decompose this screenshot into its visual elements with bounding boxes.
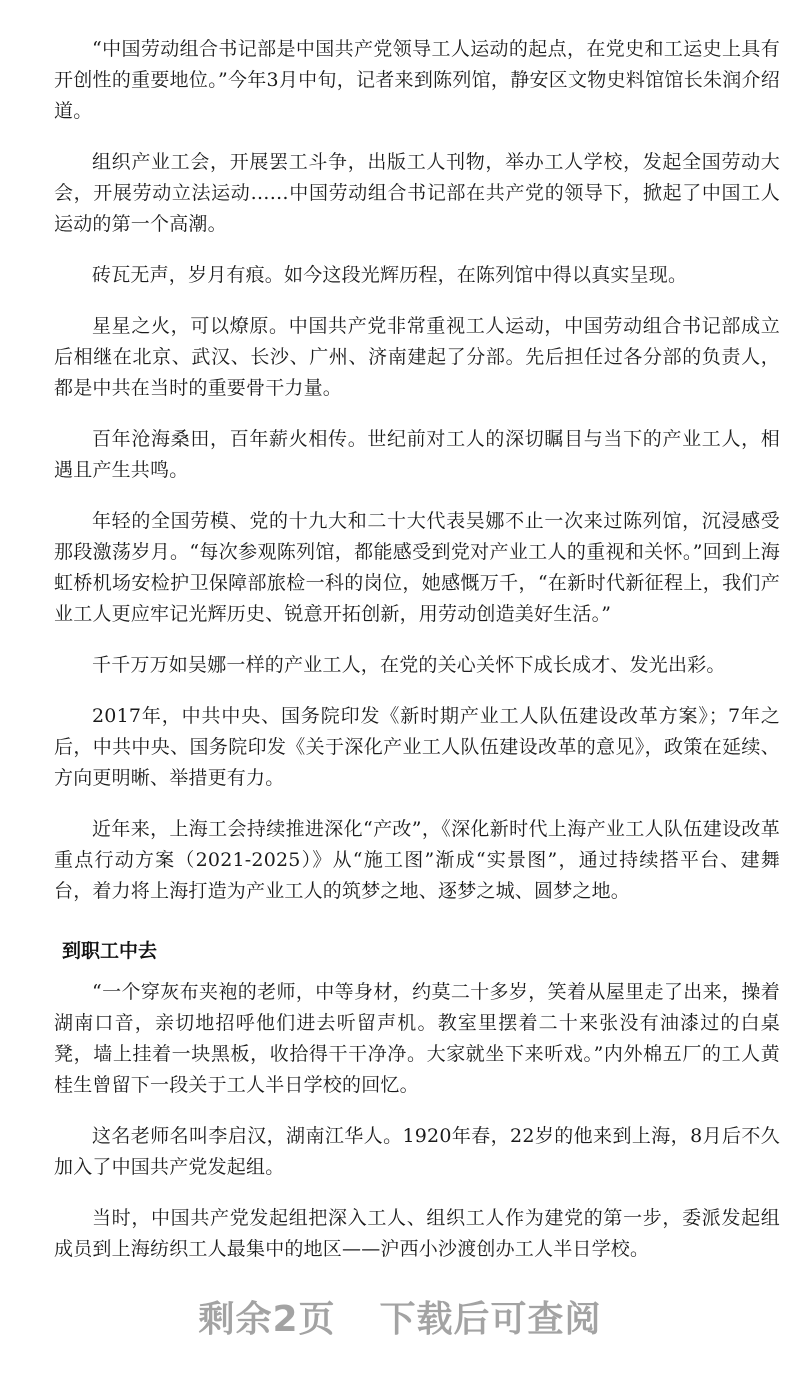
paragraph-resonance: 百年沧海桑田，百年薪火相传。世纪前对工人的深切瞩目与当下的产业工人，相遇且产生共鸣。	[54, 428, 780, 481]
paragraph-shanghai-union: 近年来，上海工会持续推进深化“产改”，《深化新时代上海产业工人队伍建设改革重点行动方案（2021-2025）》从“施工图”渐成“实景图”，通过持续搭平台、建舞台，着力将上海打造为产业工人的筑梦之地、逐梦之城、圆梦之地。	[54, 818, 780, 902]
download-banner[interactable]	[0, 1290, 800, 1350]
remaining-pages-text: 剩余2页	[198, 1299, 336, 1340]
paragraph-workers-grow: 千千万万如吴娜一样的产业工人，在党的关心关怀下成长成才、发光出彩。	[92, 654, 726, 676]
paragraph-labor-movement: 组织产业工会，开展罢工斗争，出版工人刊物，举办工人学校，发起全国劳动大会，开展劳动立法运动……中国劳动组合书记部在共产党的领导下，掀起了中国工人运动的第一个高潮。	[54, 151, 780, 235]
article-body	[54, 34, 780, 1285]
paragraph-exhibition: 砖瓦无声，岁月有痕。如今这段光辉历程，在陈列馆中得以真实呈现。	[92, 264, 688, 286]
section-heading: 到职工中去	[62, 940, 158, 962]
download-prompt-text: 下载后可查阅	[379, 1299, 602, 1340]
paragraph-branches: 星星之火，可以燎原。中国共产党非常重视工人运动，中国劳动组合书记部成立后相继在北京、武汉、长沙、广州、济南建起了分部。先后担任过各分部的负责人，都是中共在当时的重要骨干力量。	[54, 315, 780, 399]
paragraph-intro-quote: “中国劳动组合书记部是中国共产党领导工人运动的起点，在党史和工运史上具有开创性的重要地位。”今年3月中旬，记者来到陈列馆，静安区文物史料馆馆长朱润介绍道。	[54, 38, 780, 122]
paragraph-half-day-school: 当时，中国共产党发起组把深入工人、组织工人作为建党的第一步，委派发起组成员到上海纺织工人最集中的地区——沪西小沙渡创办工人半日学校。	[54, 1207, 780, 1260]
paragraph-policy: 2017年，中共中央、国务院印发《新时期产业工人队伍建设改革方案》；7年之后，中共中央、国务院印发《关于深化产业工人队伍建设改革的意见》，政策在延续、方向更明晰、举措更有力。	[54, 705, 780, 789]
paragraph-teacher-memory: “一个穿灰布夹袍的老师，中等身材，约莫二十多岁，笑着从屋里走了出来，操着湖南口音，亲切地招呼他们进去听留声机。教室里摆着二十来张没有油漆过的白桌凳，墙上挂着一块黑板，收拾得干干净净。大家就坐下来听戏。”内外棉五厂的工人黄桂生曾留下一段关于工人半日学校的回忆。	[54, 981, 780, 1096]
paragraph-li-qihan: 这名老师名叫李启汉，湖南江华人。1920年春，22岁的他来到上海，8月后不久加入了中国共产党发起组。	[54, 1125, 780, 1178]
paragraph-wu-na: 年轻的全国劳模、党的十九大和二十大代表吴娜不止一次来过陈列馆，沉浸感受那段激荡岁月。“每次参观陈列馆，都能感受到党对产业工人的重视和关怀。”回到上海虹桥机场安检护卫保障部旅检一科的岗位，她感慨万千，“在新时代新征程上，我们产业工人更应牢记光辉历史、锐意开拓创新，用劳动创造美好生活。”	[54, 510, 780, 625]
